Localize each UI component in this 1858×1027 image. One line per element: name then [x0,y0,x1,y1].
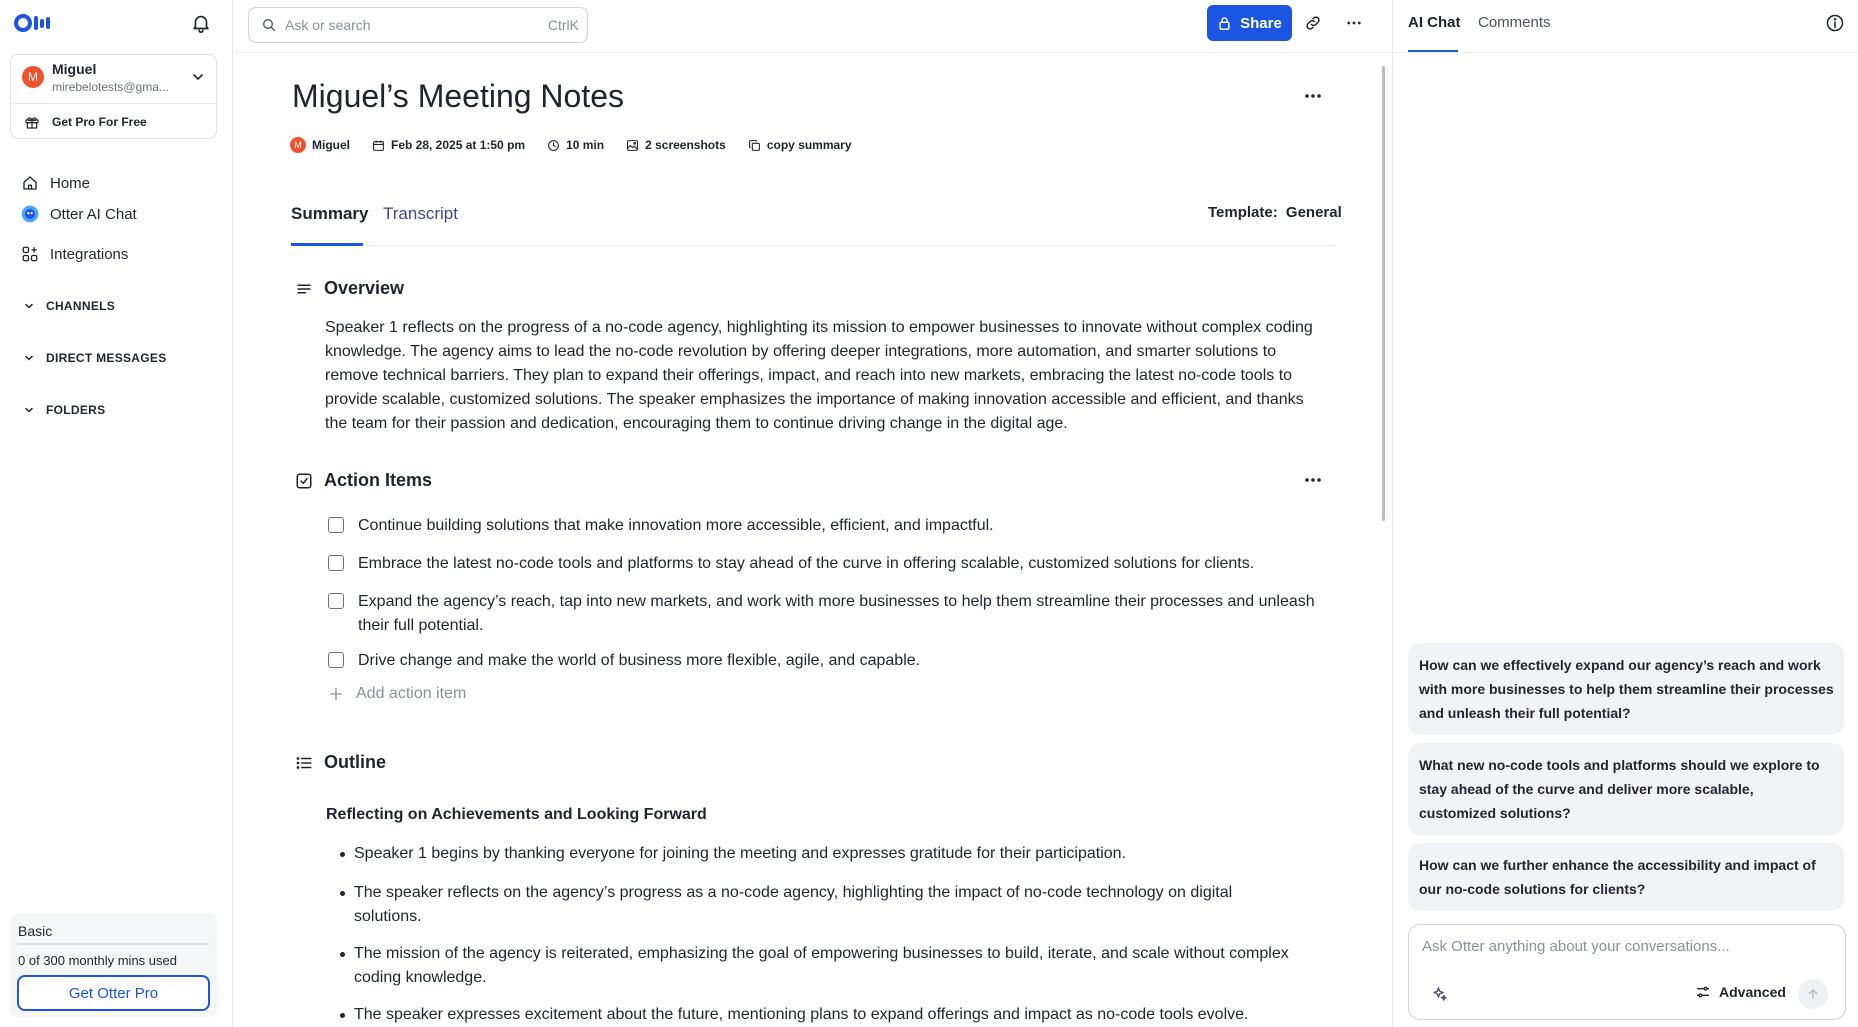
meta-duration [547,138,604,152]
note-meta [290,136,874,154]
clock-icon [547,139,560,152]
sparkle-icon[interactable] [1431,985,1449,1003]
add-action-item-button[interactable] [328,685,466,703]
chevron-down-icon [24,353,34,363]
search-bar[interactable] [248,7,588,43]
nav-item-label: Home [50,174,91,192]
outline-bullet: The mission of the agency is reiterated, emphasizing the goal of empowering businesses to build, iterate, and scale without complex coding knowledge. [340,942,1300,990]
checkbox-icon [294,471,314,491]
action-item [328,514,1328,538]
tabs-divider [291,245,1333,246]
nav-item-otter-ai-chat[interactable] [10,198,217,230]
overview-title: Overview [324,278,405,298]
tab-summary[interactable]: Summary [291,204,369,223]
action-text[interactable]: Drive change and make the world of business more flexible, agile, and capable. [358,652,921,669]
outline-bullet: The speaker reflects on the agency’s progress as a no-code agency, highlighting the impact of no-code technology on digital solutions. [340,881,1300,929]
copy-summary-text: copy summary [766,138,852,152]
template-selector[interactable] [1208,204,1342,221]
otter-logo[interactable] [14,12,50,34]
nav-item-label: Integrations [50,245,129,263]
tab-comments[interactable]: Comments [1478,14,1551,31]
home-icon [20,173,40,193]
user-card [10,54,217,139]
text-lines-icon [294,279,314,299]
chevron-down-icon [192,71,204,83]
action-item [328,552,1328,576]
chat-input[interactable] [1422,938,1832,966]
section-label: CHANNELS [46,299,116,313]
meta-screenshots-text: 2 screenshots [645,138,726,152]
integrations-icon [20,244,40,264]
get-otter-pro-button[interactable]: Get Otter Pro [17,975,210,1011]
nav-item-home[interactable] [10,167,217,199]
otter-chat-icon [20,204,40,224]
action-item [328,649,1328,673]
search-shortcut: CtrlK [547,17,579,33]
add-action-label: Add action item [356,685,467,702]
chevron-down-icon [24,301,34,311]
get-pro-label: Get Pro For Free [52,114,147,129]
user-email: mirebelotests@gma... [52,80,169,94]
more-options-icon[interactable] [1300,88,1326,104]
outline-heading [294,752,386,773]
meta-duration-text: 10 min [566,138,605,152]
avatar: M [290,137,306,153]
search-icon [261,17,277,33]
overview-text: Speaker 1 reflects on the progress of a no-code agency, highlighting its mission to empower businesses to innovate without complex coding knowledge. The agency aims to lead the no-code revolution by offering deeper integrations, more automation, and smarter solutions to remove technical barriers. They plan to expand their offerings, impact, and reach into new markets, embracing the latest no-code tools to provide scalable, customized solutions. The speaker emphasizes the importance of making innovation accessible and efficient, and thanks the team for their passion and dedication, encouraging them to continue driving change in the digital age. [325,319,1313,432]
share-label: Share [1240,14,1282,32]
lock-icon [1217,16,1232,31]
gift-icon [24,114,40,130]
outline-title: Outline [324,752,386,772]
action-text[interactable]: Expand the agency’s reach, tap into new markets, and work with more businesses to help them streamline their processes and unleash their full potential. [358,593,1315,634]
more-options-icon[interactable] [1300,472,1326,488]
page-title: Miguel’s Meeting Notes [292,78,625,114]
plan-card [10,913,217,1017]
action-checkbox[interactable] [328,652,344,668]
account-switcher[interactable] [11,55,216,103]
outline-bullet: Speaker 1 begins by thanking everyone for joining the meeting and expresses gratitude for their participation. [340,842,1300,866]
arrow-up-icon [1806,987,1820,1001]
action-text[interactable]: Embrace the latest no-code tools and platforms to stay ahead of the curve in offering scalable, customized solutions for clients. [358,555,1255,572]
nav-item-integrations[interactable] [10,238,217,270]
section-folders[interactable] [10,395,217,425]
plan-title: Basic [18,923,53,939]
search-input[interactable] [285,17,525,33]
action-checkbox[interactable] [328,517,344,533]
chat-composer [1408,924,1846,1020]
section-label: DIRECT MESSAGES [46,351,167,365]
chevron-down-icon [24,405,34,415]
suggested-question[interactable]: How can we further enhance the accessibility and impact of our no-code solutions for clients? [1408,843,1844,911]
info-icon[interactable] [1825,13,1845,33]
sliders-icon [1695,984,1711,1000]
plan-usage: 0 of 300 monthly mins used [18,953,177,968]
copy-icon [748,139,761,152]
calendar-icon [372,139,385,152]
outline-subheading: Reflecting on Achievements and Looking Forward [326,806,707,823]
get-pro-free-button[interactable] [11,104,216,139]
meta-screenshots[interactable] [626,138,726,152]
sidebar [0,0,233,1027]
tab-ai-chat[interactable]: AI Chat [1408,14,1461,31]
tab-active-indicator [291,243,363,246]
action-checkbox[interactable] [328,593,344,609]
advanced-button[interactable] [1695,984,1786,1000]
meta-date-text: Feb 28, 2025 at 1:50 pm [391,138,526,152]
action-items-title: Action Items [324,470,433,490]
divider [1393,52,1858,53]
section-label: FOLDERS [46,403,106,417]
template-value: General [1285,204,1342,221]
outline-bullet: The speaker expresses excitement about the future, mentioning plans to expand offerings and impact as no-code tools evolve. [340,1003,1300,1027]
action-item [328,590,1328,638]
action-text[interactable]: Continue building solutions that make innovation more accessible, efficient, and impactful. [358,517,994,534]
more-options-icon[interactable] [1343,12,1365,34]
list-icon [294,753,314,773]
tab-transcript[interactable]: Transcript [383,204,458,223]
plus-icon [328,686,344,702]
bell-icon[interactable] [190,12,212,34]
suggested-question[interactable]: How can we effectively expand our agency’s reach and work with more businesses to help them streamline their processes and unleash their full potential? [1408,643,1844,735]
usage-progress-bar [18,943,209,945]
section-direct-messages[interactable] [10,343,217,373]
divider [1392,0,1393,1027]
scrollbar[interactable] [1382,66,1385,521]
meta-date [372,138,525,152]
action-checkbox[interactable] [328,555,344,571]
action-items-heading [294,470,432,491]
link-icon[interactable] [1302,12,1324,34]
advanced-label: Advanced [1719,984,1786,1000]
share-button[interactable] [1207,5,1292,41]
nav-item-label: Otter AI Chat [50,205,137,223]
section-channels[interactable] [10,291,217,321]
meta-author[interactable] [290,137,350,153]
suggested-question[interactable]: What new no-code tools and platforms should we explore to stay ahead of the curve and deliver more scalable, customized solutions? [1408,743,1844,835]
image-icon [626,139,639,152]
overview-heading [294,278,404,299]
user-name: Miguel [52,61,97,77]
send-button[interactable] [1798,979,1828,1009]
author-name: Miguel [312,138,350,152]
copy-summary-button[interactable] [748,138,852,152]
divider [234,52,1392,53]
template-label: Template: [1208,204,1278,221]
avatar: M [22,66,44,88]
